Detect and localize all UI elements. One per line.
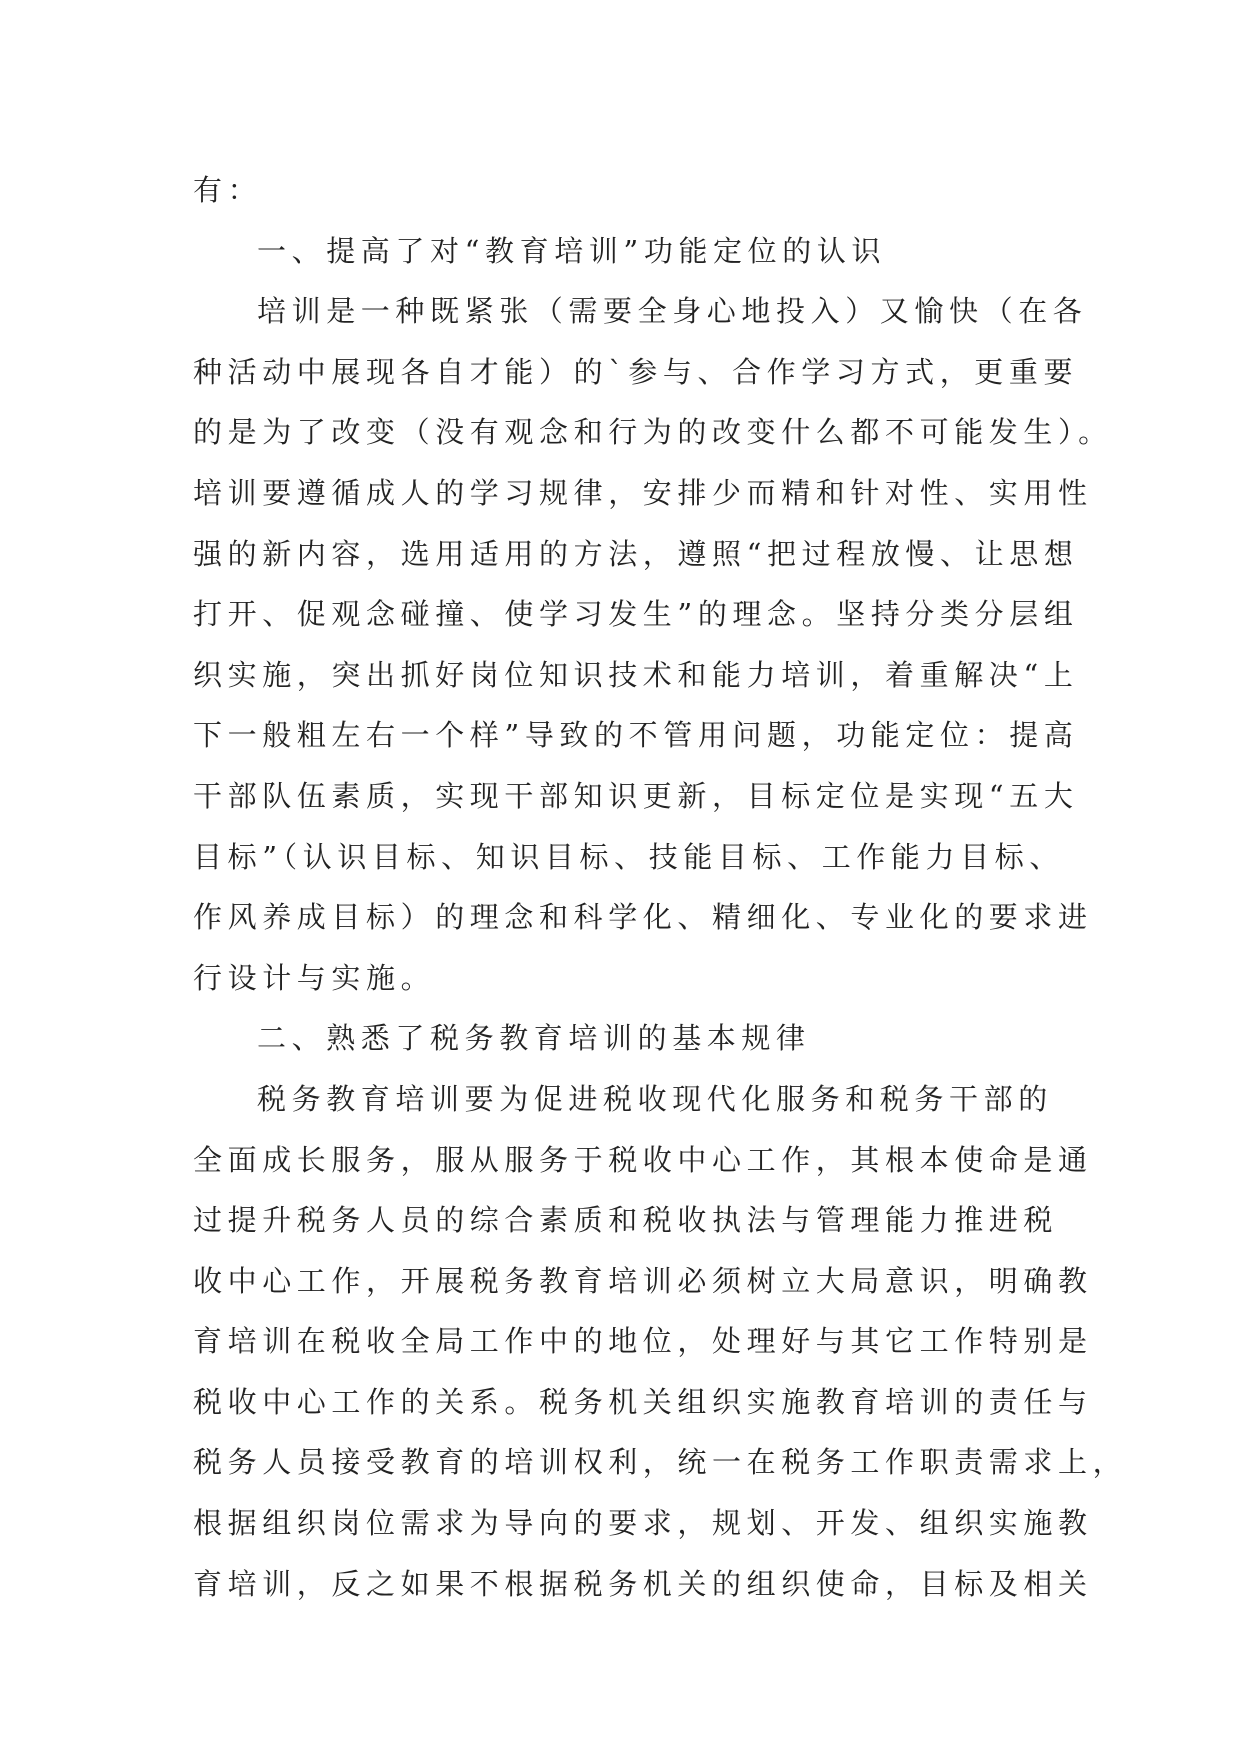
paragraph-line: 税务教育培训要为促进税收现代化服务和税务干部的 <box>257 1081 1053 1116</box>
paragraph-line: 下一般粗左右一个样”导致的不管用问题，功能定位：提高 <box>193 718 1079 753</box>
paragraph-line: 收中心工作，开展税务教育培训必须树立大局意识，明确教 <box>193 1263 1093 1298</box>
paragraph-line: 打开、促观念碰撞、使学习发生”的理念。坚持分类分层组 <box>193 597 1079 632</box>
paragraph-line: 作风养成目标）的理念和科学化、精细化、专业化的要求进 <box>193 900 1093 935</box>
paragraph-line: 培训要遵循成人的学习规律，安排少而精和针对性、实用性 <box>193 475 1093 510</box>
section-heading: 二、熟悉了税务教育培训的基本规律 <box>257 1021 811 1056</box>
paragraph-line: 干部队伍素质，实现干部知识更新，目标定位是实现“五大 <box>193 778 1079 813</box>
paragraph-line: 全面成长服务，服从服务于税收中心工作，其根本使命是通 <box>193 1142 1093 1177</box>
paragraph-line: 过提升税务人员的综合素质和税收执法与管理能力推进税 <box>193 1203 1059 1238</box>
paragraph-line: 强的新内容，选用适用的方法，遵照“把过程放慢、让思想 <box>193 536 1079 571</box>
paragraph-line: 育培训在税收全局工作中的地位，处理好与其它工作特别是 <box>193 1324 1093 1359</box>
paragraph-line: 行设计与实施。 <box>193 960 436 995</box>
paragraph-line: 育培训，反之如果不根据税务机关的组织使命，目标及相关 <box>193 1566 1093 1601</box>
paragraph-line: 织实施，突出抓好岗位知识技术和能力培训，着重解决“上 <box>193 657 1079 692</box>
paragraph-line: 根据组织岗位需求为导向的要求，规划、开发、组织实施教 <box>193 1506 1093 1541</box>
paragraph-line: 的是为了改变（没有观念和行为的改变什么都不可能发生）。 <box>193 415 1113 450</box>
text-line: 有： <box>193 173 263 207</box>
paragraph-line: 税务人员接受教育的培训权利，统一在税务工作职责需求上， <box>193 1445 1128 1480</box>
paragraph-line: 种活动中展现各自才能）的`参与、合作学习方式，更重要 <box>193 354 1079 389</box>
document-body <box>193 160 1128 1614</box>
paragraph-line: 目标”（认识目标、知识目标、技能目标、工作能力目标、 <box>193 839 1064 874</box>
section-heading: 一、提高了对“教育培训”功能定位的认识 <box>257 233 887 268</box>
paragraph-line: 税收中心工作的关系。税务机关组织实施教育培训的责任与 <box>193 1384 1093 1419</box>
paragraph-line: 培训是一种既紧张（需要全身心地投入）又愉快（在各 <box>257 294 1088 329</box>
